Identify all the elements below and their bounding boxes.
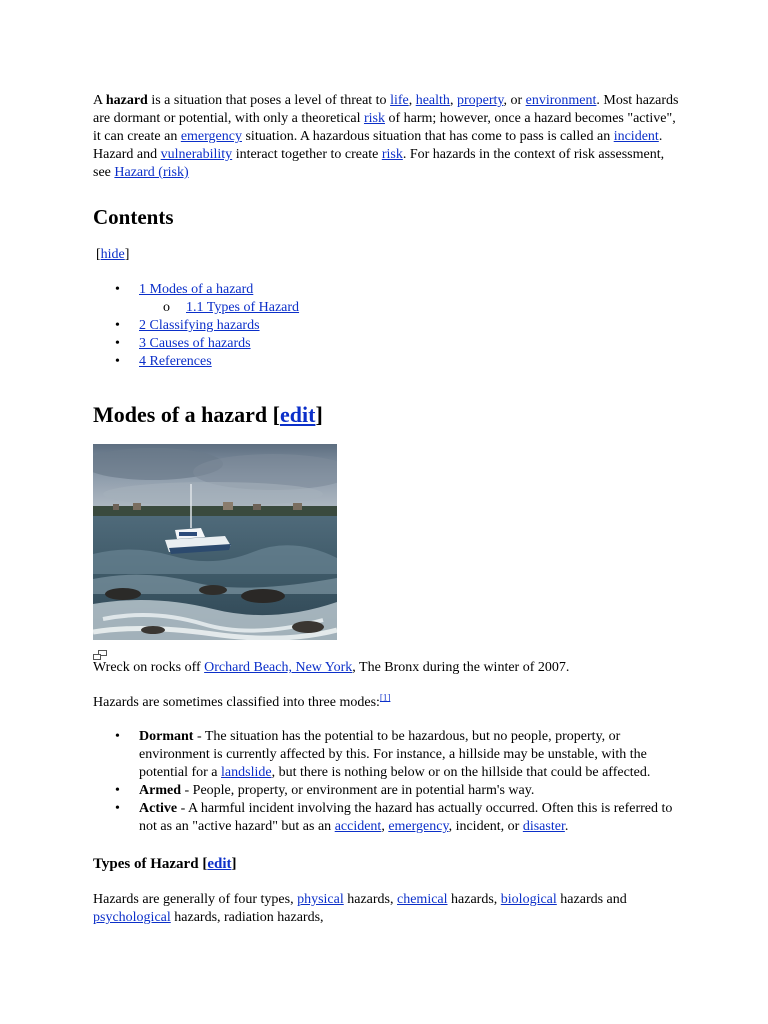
contents-title: Contents <box>93 205 174 229</box>
modes-list <box>93 728 683 836</box>
sub-bullet-icon: o <box>163 300 170 315</box>
types-text: hazards and <box>556 892 627 907</box>
mode-description: - A harmful incident involving the hazard has actually occurred. Often this is referred to not as an "active hazard" but as an <box>139 801 673 834</box>
toc-link-types[interactable]: 1.1 Types of Hazard <box>186 300 300 315</box>
link-risk-2[interactable]: risk <box>381 147 403 162</box>
toc-link-causes[interactable]: 3 Causes of hazards <box>139 336 251 351</box>
intro-text: interact together to create <box>232 147 382 162</box>
toc-bracket-close: ] <box>124 247 130 262</box>
wreck-photo[interactable] <box>93 444 337 640</box>
bullet-icon: • <box>115 354 120 369</box>
link-property[interactable]: property <box>456 93 504 108</box>
edit-link-modes[interactable]: edit <box>279 402 316 427</box>
link-chemical[interactable]: chemical <box>397 892 448 907</box>
mode-term: Armed <box>139 783 181 798</box>
intro-text: A <box>93 93 106 108</box>
bullet-icon: • <box>115 318 120 333</box>
toc-item-modes <box>115 281 683 317</box>
edit-link-types[interactable]: edit <box>207 856 232 872</box>
toc-bracket-open: [ <box>96 247 101 262</box>
link-biological[interactable]: biological <box>500 892 557 907</box>
bullet-icon: • <box>115 282 120 297</box>
mode-description: , but there is nothing below or on the hillside that could be affected. <box>271 765 651 780</box>
intro-text: is a situation that poses a level of threat to <box>147 93 391 108</box>
mode-item-armed <box>115 782 683 800</box>
toc-item-classifying <box>115 317 683 335</box>
mode-description: - People, property, or environment are in potential harm's way. <box>181 783 535 798</box>
toc-item-references <box>115 353 683 371</box>
bullet-icon: • <box>115 801 120 816</box>
link-emergency[interactable]: emergency <box>180 129 242 144</box>
link-orchard-beach[interactable]: Orchard Beach, New York <box>204 660 353 675</box>
figure-caption <box>93 659 683 677</box>
link-psychological[interactable]: psychological <box>93 910 171 925</box>
modes-intro-text: Hazards are sometimes classified into three modes: <box>93 695 380 710</box>
caption-text: , The Bronx during the winter of 2007. <box>352 660 570 675</box>
link-risk[interactable]: risk <box>363 111 385 126</box>
link-accident[interactable]: accident <box>334 819 382 834</box>
link-landslide[interactable]: landslide <box>221 765 272 780</box>
intro-text: , or <box>503 93 526 108</box>
wreck-photo-image <box>93 444 337 640</box>
toc-link-classifying[interactable]: 2 Classifying hazards <box>139 318 260 333</box>
toc-item-types <box>163 299 683 317</box>
types-text: hazards, radiation hazards, <box>170 910 324 925</box>
link-environment[interactable]: environment <box>525 93 597 108</box>
toc-link-modes[interactable]: 1 Modes of a hazard <box>139 282 254 297</box>
intro-text: situation. A hazardous situation that has come to pass is called an <box>241 129 614 144</box>
mode-description: , incident, or <box>448 819 523 834</box>
table-of-contents <box>93 281 683 371</box>
types-text: hazards, <box>447 892 501 907</box>
link-incident[interactable]: incident <box>613 129 659 144</box>
toc-hide-link[interactable]: hide <box>100 247 125 262</box>
link-health[interactable]: health <box>415 93 450 108</box>
section-title-text: Types of Hazard <box>93 856 203 872</box>
types-text: hazards, <box>343 892 397 907</box>
mode-description: - The situation has the potential to be hazardous, but no people, property, or environment is currently affected by this. For instance, a hillside may be unstable, with the potential for a <box>139 729 647 780</box>
types-text: Hazards are generally of four types, <box>93 892 298 907</box>
modes-intro-paragraph <box>93 694 683 712</box>
caption-text: Wreck on rocks off <box>93 660 205 675</box>
edit-bracket-close: ] <box>315 402 323 427</box>
intro-bold-term: hazard <box>105 93 148 108</box>
edit-bracket-open: [ <box>202 856 208 872</box>
link-vulnerability[interactable]: vulnerability <box>160 147 233 162</box>
edit-bracket-open: [ <box>272 402 280 427</box>
intro-text: , <box>408 93 416 108</box>
link-emergency-2[interactable]: emergency <box>388 819 449 834</box>
toc-item-causes <box>115 335 683 353</box>
mode-item-dormant <box>115 728 683 782</box>
enlarge-icon[interactable] <box>93 649 107 659</box>
bullet-icon: • <box>115 783 120 798</box>
toc-sublist <box>139 299 683 317</box>
mode-description: , <box>381 819 389 834</box>
reference-link-1[interactable]: [1] <box>379 692 391 703</box>
section-heading-modes <box>93 401 683 429</box>
toc-link-references[interactable]: 4 References <box>139 354 212 369</box>
mode-term: Active <box>139 801 178 816</box>
link-physical[interactable]: physical <box>297 892 344 907</box>
mode-item-active <box>115 800 683 836</box>
section-heading-types <box>93 854 683 874</box>
intro-text: , <box>449 93 457 108</box>
mode-description: . <box>564 819 569 834</box>
article-body <box>93 92 683 927</box>
intro-text: . Most hazards are dormant or potential, with only a theoretical <box>93 93 679 126</box>
intro-text: . For hazards in the context of risk assessment, see <box>93 147 665 180</box>
intro-text: . Hazard and <box>93 129 663 162</box>
link-life[interactable]: life <box>390 93 409 108</box>
toc-toggle <box>96 246 683 264</box>
intro-text: of harm; however, once a hazard becomes "active", it can create an <box>93 111 676 144</box>
mode-term: Dormant <box>139 729 194 744</box>
link-hazard-risk[interactable]: Hazard (risk) <box>114 165 189 180</box>
link-disaster[interactable]: disaster <box>522 819 565 834</box>
bullet-icon: • <box>115 729 120 744</box>
edit-bracket-close: ] <box>231 856 237 872</box>
types-paragraph <box>93 891 683 927</box>
section-title-text: Modes of a hazard <box>93 402 273 427</box>
intro-paragraph <box>93 92 683 182</box>
bullet-icon: • <box>115 336 120 351</box>
